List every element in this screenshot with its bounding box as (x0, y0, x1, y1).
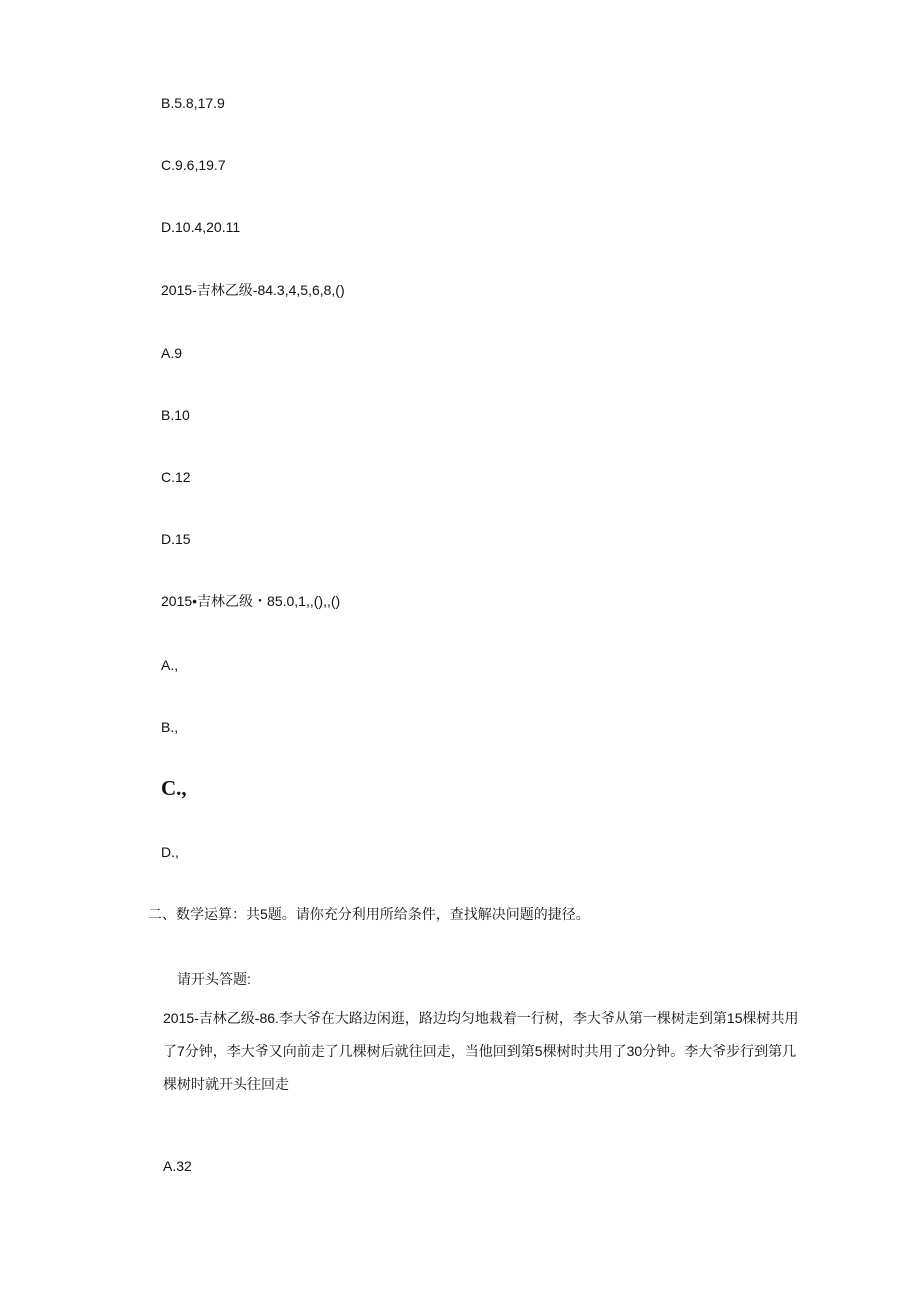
question-85: 2015•吉林乙级・85.0,1,,(),,() (161, 593, 341, 609)
question-86: 2015-吉林乙级-86.李大爷在大路边闲逛，路边均匀地栽着一行树，李大爷从第一棵树走到第15棵树共用了7分钟，李大爷又向前走了几棵树后就往回走，当他回到第5棵树时共用了30分钟。李大爷步行到第几棵树时就开头往回走 (163, 1010, 799, 1092)
option-c-q85: C., (161, 776, 187, 800)
option-a-q84: A.9 (161, 345, 183, 361)
option-c-q83: C.9.6,19.7 (161, 157, 226, 173)
option-d-q85: D., (161, 844, 179, 860)
option-c-q84: C.12 (161, 469, 191, 485)
section-heading: 二、数学运算：共5题。请你充分利用所给条件，查找解决问题的捷径。 (148, 906, 590, 922)
option-b-q84: B.10 (161, 407, 190, 423)
instruction-text: 请开头答题: (177, 971, 251, 987)
question-84: 2015-吉林乙级-84.3,4,5,6,8,() (161, 282, 345, 298)
option-a-q86: A.32 (163, 1158, 192, 1174)
option-d-q83: D.10.4,20.11 (161, 219, 241, 235)
option-b-q83: B.5.8,17.9 (161, 95, 225, 111)
option-b-q85: B., (161, 719, 179, 735)
option-d-q84: D.15 (161, 531, 191, 547)
option-a-q85: A., (161, 657, 179, 673)
